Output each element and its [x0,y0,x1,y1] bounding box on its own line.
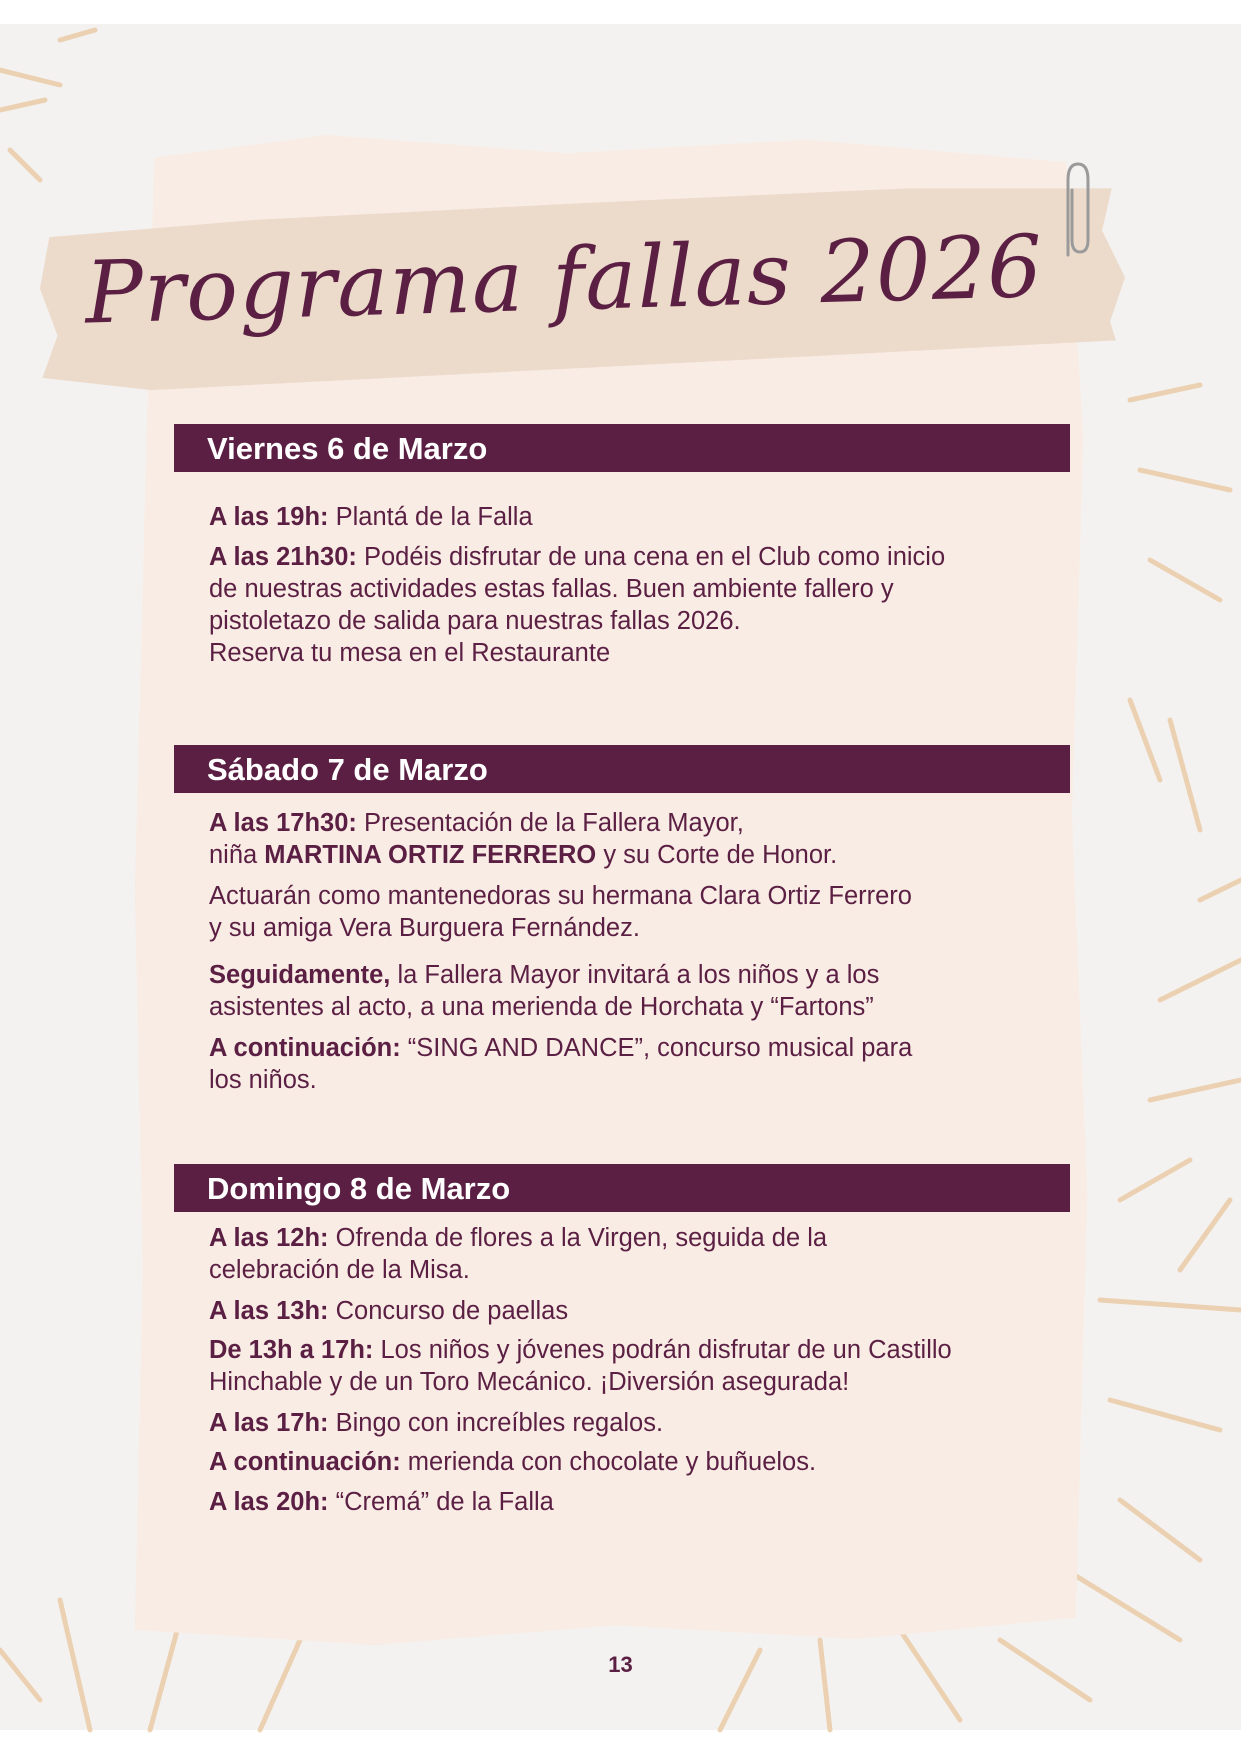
event-text-line: celebración de la Misa. [209,1256,470,1284]
event-label: Seguidamente, [209,961,391,989]
event-entry [209,501,1089,533]
event-text-line: Hinchable y de un Toro Mecánico. ¡Diversión asegurada! [209,1368,850,1396]
event-entry [209,880,1089,944]
event-text: Plantá de la Falla [328,503,533,531]
fallera-name: MARTINA ORTIZ FERRERO [264,841,597,869]
event-text-line: pistoletazo de salida para nuestras fallas 2026. [209,607,741,635]
event-entry [209,807,1089,871]
event-text-line: de nuestras actividades estas fallas. Buen ambiente fallero y [209,575,894,603]
event-text-line: Actuarán como mantenedoras su hermana Clara Ortiz Ferrero [209,882,912,910]
event-entry [209,1295,1089,1327]
event-entry [209,1334,1089,1398]
event-time: A las 20h: [209,1488,329,1516]
event-time: A las 12h: [209,1224,329,1252]
event-entry [209,1486,1089,1518]
event-label: A continuación: [209,1034,401,1062]
event-text: “Cremá” de la Falla [328,1488,554,1516]
event-text-line: y su amiga Vera Burguera Fernández. [209,914,640,942]
event-entry [209,1407,1089,1439]
day-header-viernes: Viernes 6 de Marzo [174,424,1070,472]
event-text-line: asistentes al acto, a una merienda de Horchata y “Fartons” [209,993,874,1021]
event-text: “SING AND DANCE”, concurso musical para [400,1034,913,1062]
page-title: Programa fallas 2026 [83,216,1045,344]
day-header-sabado: Sábado 7 de Marzo [174,745,1070,793]
event-text: Presentación de la Fallera Mayor, [356,809,744,837]
event-text: Bingo con increíbles regalos. [328,1409,664,1437]
event-time: A las 19h: [209,503,329,531]
event-entry [209,1446,1089,1478]
paperclip-icon [1060,160,1090,260]
event-label: A continuación: [209,1448,401,1476]
event-text: Ofrenda de flores a la Virgen, seguida de la [328,1224,828,1252]
event-text: Podéis disfrutar de una cena en el Club como inicio [356,543,946,571]
event-time: A las 13h: [209,1297,329,1325]
event-time: A las 21h30: [209,543,357,571]
event-text: la Fallera Mayor invitará a los niños y a los [390,961,880,989]
event-entry [209,1222,1089,1286]
event-text: Los niños y jóvenes podrán disfrutar de un Castillo [373,1336,952,1364]
event-text: Concurso de paellas [328,1297,569,1325]
event-entry [209,959,1089,1023]
event-text: y su Corte de Honor. [596,841,838,869]
event-text-line: Reserva tu mesa en el Restaurante [209,639,611,667]
day-header-domingo: Domingo 8 de Marzo [174,1164,1070,1212]
event-text: niña [209,841,265,869]
event-time: A las 17h30: [209,809,357,837]
event-entry [209,1032,1089,1096]
event-text: merienda con chocolate y buñuelos. [400,1448,817,1476]
event-entry [209,541,1089,669]
page-number: 13 [608,1652,633,1677]
event-text-line: los niños. [209,1066,317,1094]
event-time: De 13h a 17h: [209,1336,374,1364]
event-time: A las 17h: [209,1409,329,1437]
